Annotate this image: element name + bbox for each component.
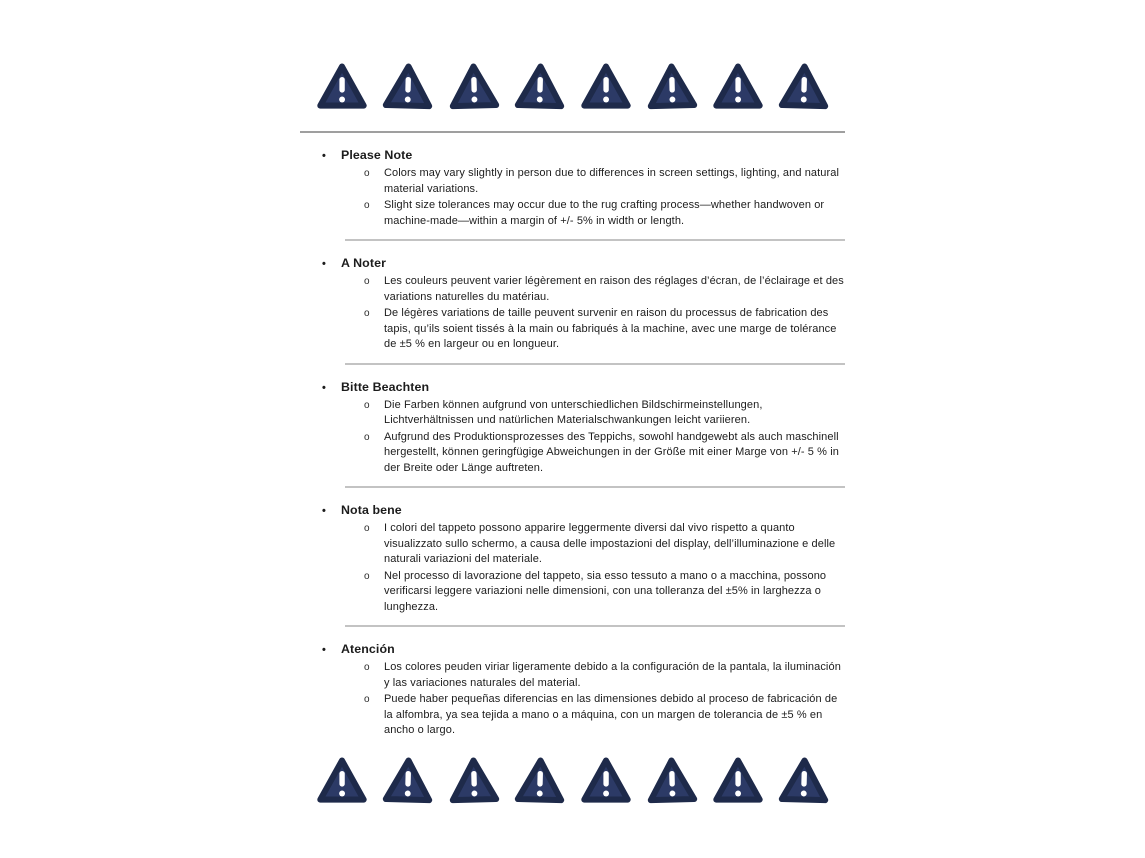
section-heading-row [300,642,845,656]
list-item-text: Colors may vary slightly in person due to differences in screen settings, lighting, and natural material variations. [384,167,840,195]
sub-bullet-marker: o [364,570,370,582]
section-divider [345,363,845,365]
warning-triangle-icon [778,62,830,111]
sub-bullet-marker: o [364,662,370,673]
section-heading-row [300,380,845,394]
list-item [300,166,845,198]
section-divider [345,625,845,627]
list-item [300,569,845,617]
notice-section-english [300,148,845,241]
list-item-text: Los colores peuden viriar ligeramente debido a la configuración de la pantala, la iluminación y las variaciones naturales del material. [384,661,841,689]
sub-bullet-marker: o [364,694,370,705]
list-item [300,660,845,692]
notice-section-spanish [300,642,845,740]
bullet-marker: • [322,258,326,270]
warning-triangle-icon [448,756,500,805]
section-title: Nota bene [341,503,402,517]
list-item-text: I colori del tappeto possono apparire leggermente diversi dal vivo rispetto a quanto visualizzato sullo schermo, a causa delle impostazioni del display, dell’illuminazione e delle naturali variazioni del materiale. [384,522,836,565]
section-divider [345,486,845,488]
section-heading-row [300,503,845,517]
list-item [300,306,845,354]
section-heading-row [300,148,845,162]
list-item-text: Slight size tolerances may occur due to the rug crafting process—whether handwoven or machine-made—within a margin of +/- 5% in width or length. [384,199,825,227]
section-heading-row [300,256,845,270]
list-item [300,430,845,478]
sub-bullet-marker: o [364,308,370,319]
bullet-marker: • [322,505,326,517]
notice-section-italian [300,503,845,627]
list-item [300,398,845,430]
warning-triangle-icon [712,756,764,805]
notice-document [300,0,845,805]
warning-triangle-icon [646,756,698,805]
list-item-text: Les couleurs peuvent varier légèrement en raison des réglages d’écran, de l’éclairage et des variations naturelles du matériau. [384,275,844,303]
list-item-text: Die Farben können aufgrund von unterschiedlichen Bildschirmeinstellungen, Lichtverhältnissen und natürlichen Materialschwankungen leicht variieren. [384,398,763,426]
list-item-text: Aufgrund des Produktionsprozesses des Teppichs, sowohl handgewebt als auch maschinell hergestellt, können geringfügige Abweichungen in der Größe mit einer Marge von +/- 5 % in der Breite oder Länge auftreten. [384,430,839,474]
list-item-text: Puede haber pequeñas diferencias en las dimensiones debido al proceso de fabricación de la alfombra, ya sea tejida a mano o a máquina, con un margen de tolerancia de ±5 % en ancho o largo. [384,693,838,736]
sub-bullet-marker: o [364,431,370,443]
list-item [300,521,845,569]
list-item [300,692,845,740]
bullet-marker: • [322,381,326,394]
warning-triangle-icon [646,62,698,111]
section-title: Atención [341,642,395,656]
warning-triangle-icon [580,62,632,111]
list-item-text: Nel processo di lavorazione del tappeto, sia esso tessuto a mano o a macchina, possono verificarsi leggere variazioni nelle dimensioni, con una tolleranza del ±5% in larghezza o lunghezza. [384,569,827,613]
warning-triangle-icon [712,62,764,111]
sub-bullet-marker: o [364,276,370,287]
notice-section-german [300,380,845,489]
notice-section-french [300,256,845,365]
top-divider [300,131,845,133]
section-title: Please Note [341,148,413,162]
warning-icons-row-bottom [300,756,845,805]
warning-triangle-icon [580,756,632,805]
warning-triangle-icon [514,756,566,805]
list-item-text: De légères variations de taille peuvent survenir en raison du processus de fabrication des tapis, qu’ils soient tissés à la main ou fabriqués à la machine, avec une marge de tolérance de ±5 % en largeur ou en longueur. [384,307,837,350]
warning-triangle-icon [316,756,368,805]
bullet-marker: • [322,644,326,656]
warning-triangle-icon [316,62,368,111]
sub-bullet-marker: o [364,399,370,411]
warning-triangle-icon [778,756,830,805]
sub-bullet-marker: o [364,523,370,534]
bullet-marker: • [322,150,326,162]
sub-bullet-marker: o [364,200,370,211]
warning-triangle-icon [382,62,434,111]
warning-triangle-icon [514,62,566,111]
list-item [300,274,845,306]
warning-triangle-icon [382,756,434,805]
warning-triangle-icon [448,62,500,111]
section-title: Bitte Beachten [341,379,430,394]
section-title: A Noter [341,256,386,270]
section-divider [345,239,845,241]
list-item [300,198,845,230]
warning-icons-row-top [300,62,845,111]
sub-bullet-marker: o [364,168,370,179]
